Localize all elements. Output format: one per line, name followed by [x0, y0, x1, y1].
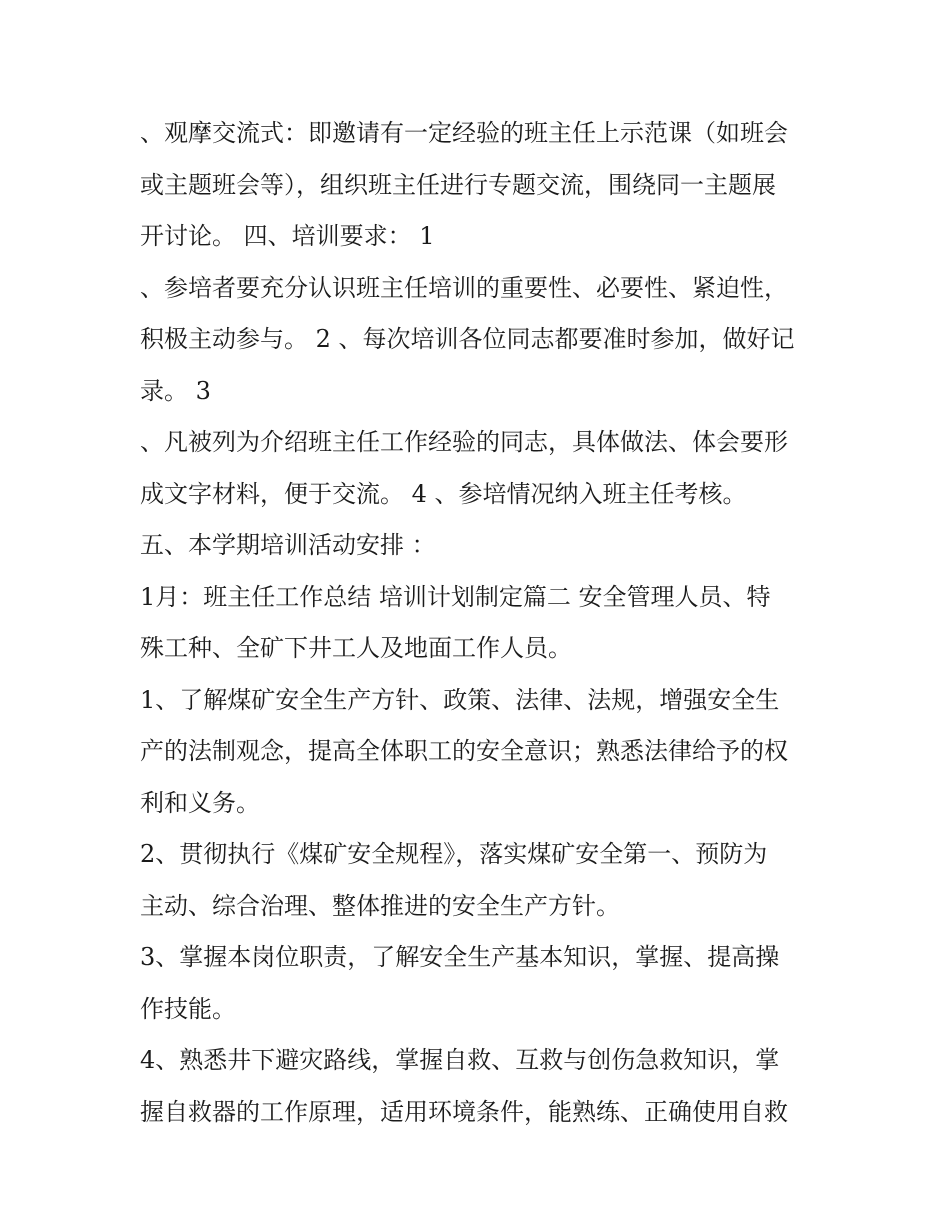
- text-line: 或主题班会等），组织班主任进行专题交流，围绕同一主题展: [140, 170, 776, 199]
- text-line: 作技能。: [140, 994, 236, 1023]
- text-line: 、观摩交流式：即邀请有一定经验的班主任上示范课（如班会: [140, 119, 788, 147]
- text-line: 握自救器的工作原理，适用环境条件，能熟练、正确使用自救: [140, 1097, 788, 1126]
- text-line: 开讨论。 四、培训要求： 1: [140, 222, 435, 250]
- list-item-1: 1、了解煤矿安全生产方针、政策、法律、法规，增强安全生: [140, 685, 780, 714]
- text-line: 产的法制观念，提高全体职工的安全意识；熟悉法律给予的权: [140, 737, 788, 765]
- text-line: 录。 3: [140, 376, 211, 405]
- section-heading: 五、本学期培训活动安排 ：: [140, 531, 436, 559]
- list-item-2: 2、贯彻执行《煤矿安全规程》，落实煤矿安全第一、预防为: [140, 840, 768, 868]
- text-line: 主动、综合治理、整体推进的安全生产方针。: [140, 891, 620, 920]
- text-line: 殊工种、全矿下井工人及地面工作人员。: [140, 634, 572, 662]
- text-line: 利和义务。: [140, 788, 260, 817]
- document-body: [140, 108, 830, 1138]
- list-item-4: 4、熟悉井下避灾路线，掌握自救、互救与创伤急救知识，掌: [140, 1046, 780, 1074]
- text-line: 1月：班主任工作总结 培训计划制定篇二 安全管理人员、特: [140, 582, 771, 611]
- text-line: 、凡被列为介绍班主任工作经验的同志，具体做法、体会要形: [140, 428, 788, 456]
- list-item-3: 3、掌握本岗位职责，了解安全生产基本知识，掌握、提高操: [140, 943, 780, 971]
- text-line: 、参培者要充分认识班主任培训的重要性、必要性、紧迫性，: [140, 273, 788, 302]
- text-line: 成文字材料，便于交流。 4 、参培情况纳入班主任考核。: [140, 479, 747, 508]
- text-line: 积极主动参与。 2 、每次培训各位同志都要准时参加，做好记: [140, 325, 795, 353]
